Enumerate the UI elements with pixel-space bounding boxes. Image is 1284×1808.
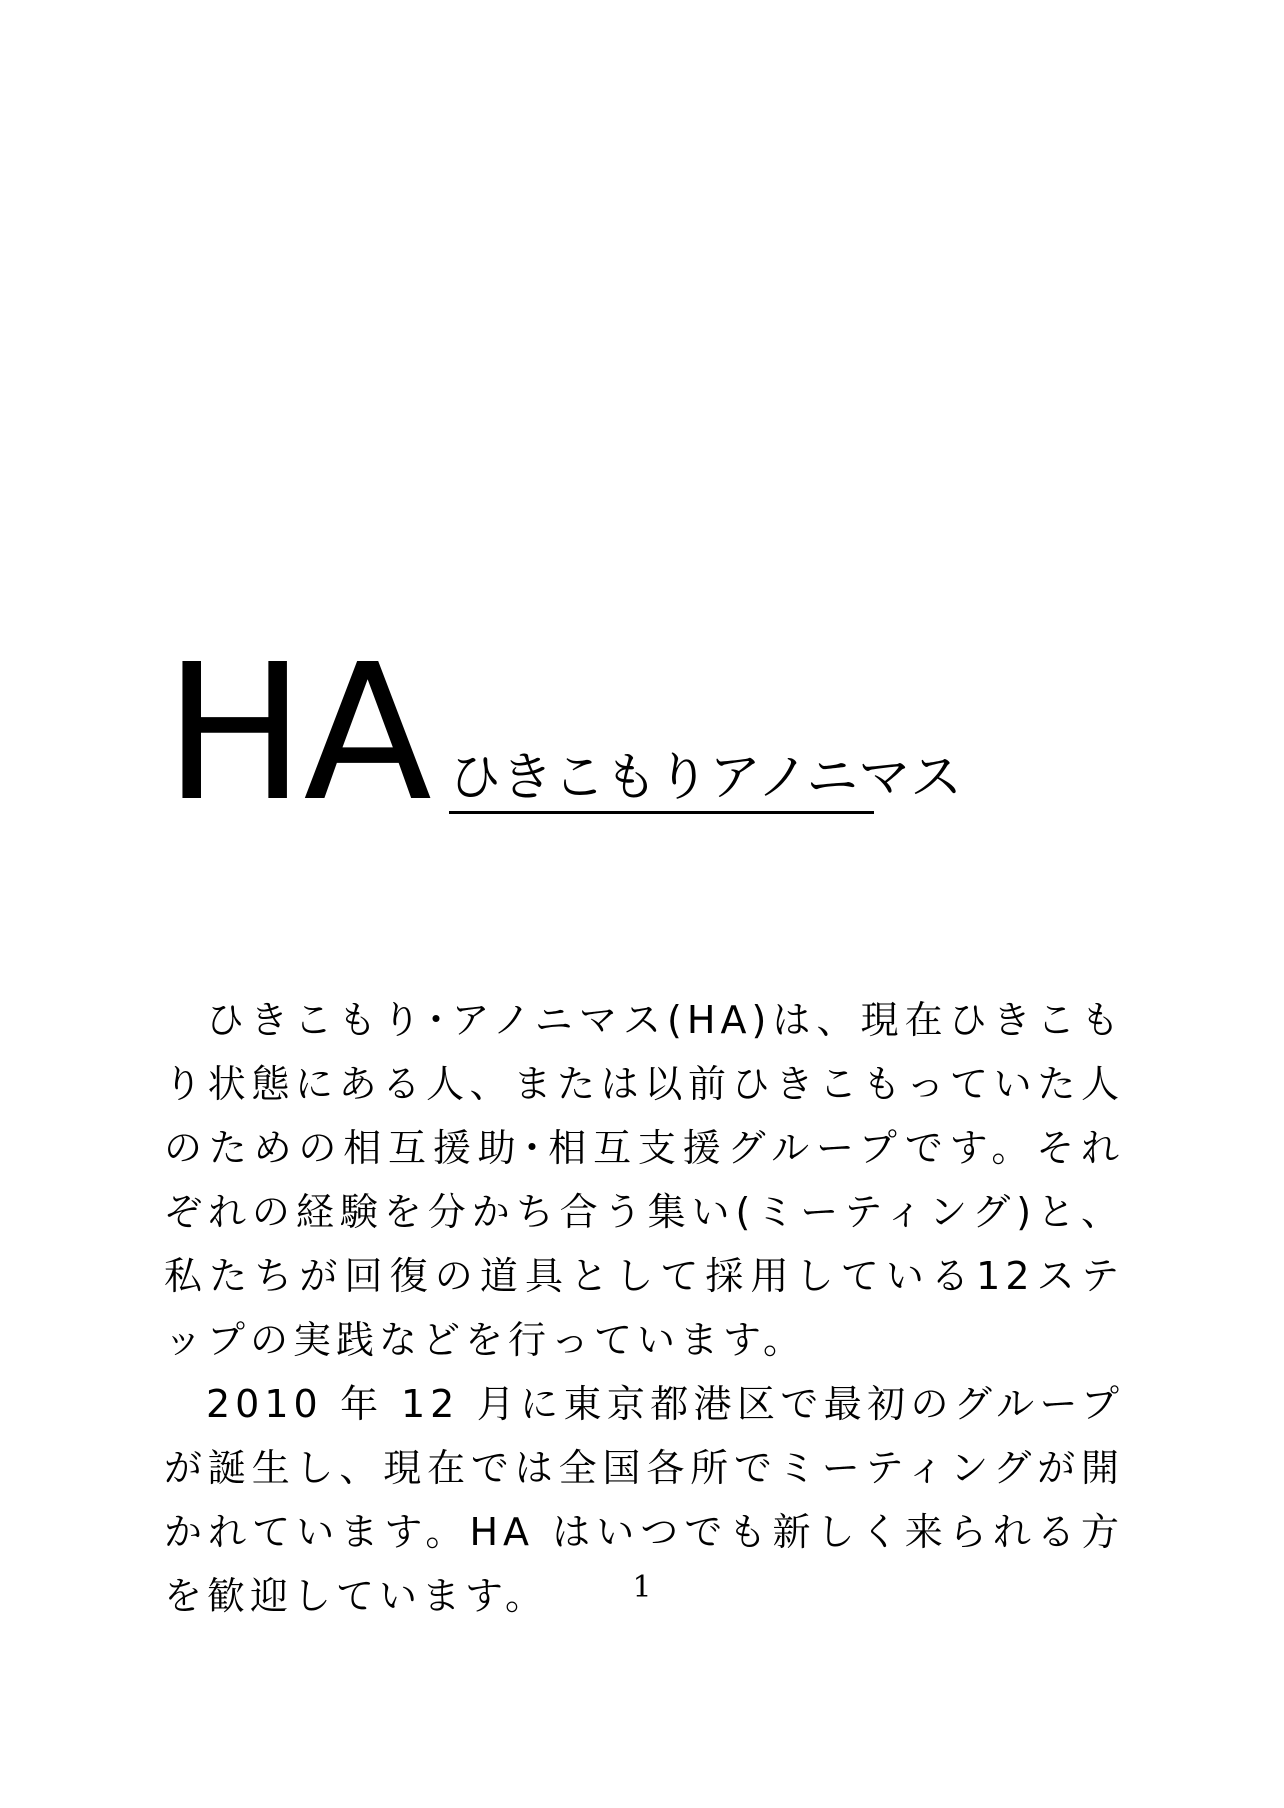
paragraph-history: 2010 年 12 月に東京都港区で最初のグループが誕生し、現在では全国各所でミーティングが開かれています。HA はいつでも新しく来られる方を歓迎しています。 xyxy=(164,1382,1124,1618)
paragraph-intro: ひきこもり･アノニマス(HA)は、現在ひきこもり状態にある人、または以前ひきこもっていた人のための相互援助･相互支援グループです。それぞれの経験を分かち合う集い(ミーティング)と、私たちが回復の道具として採用している12ステップの実践などを行っています。 xyxy=(164,998,1124,1362)
page-number: 1 xyxy=(632,1570,652,1605)
subtitle-underline xyxy=(449,811,874,814)
page-subtitle: ひきこもりアノニマス xyxy=(449,748,963,808)
body-text xyxy=(164,988,1124,1628)
title-block xyxy=(164,624,1164,843)
page-title: HA xyxy=(164,624,430,843)
